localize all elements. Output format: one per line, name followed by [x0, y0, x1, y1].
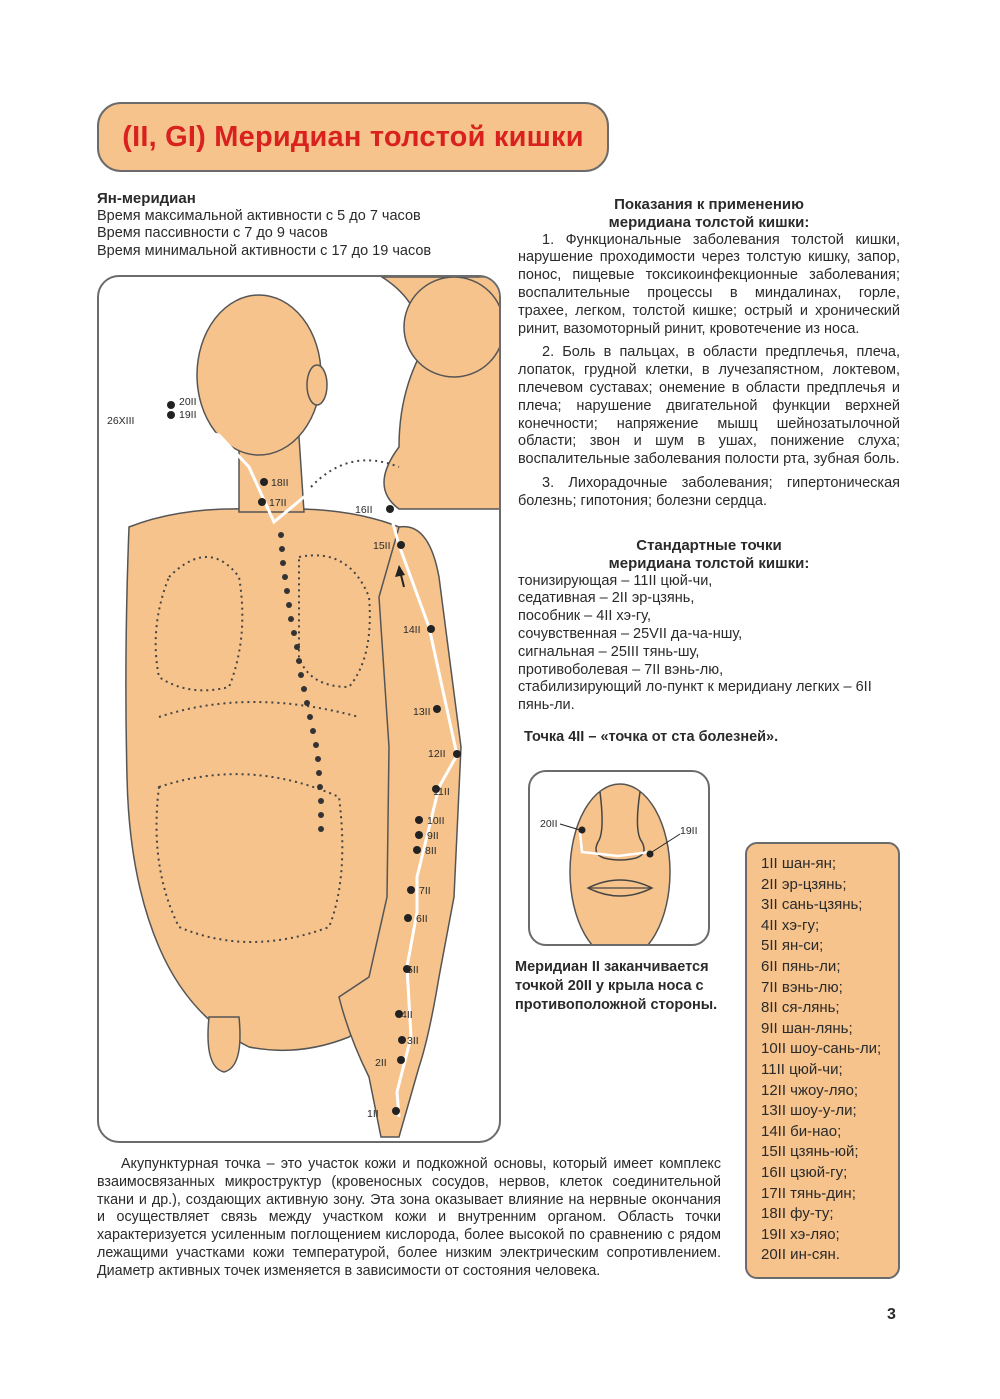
point-label-7: 7II	[419, 885, 431, 897]
indications-heading: Показания к применению	[614, 196, 804, 213]
point-name: 10II шоу-сань-ли;	[761, 1040, 882, 1058]
point-name: 13II шоу-у-ли;	[761, 1102, 857, 1120]
indication-paragraph: 1. Функциональные заболевания толстой кишки, нарушение проходимости через толстую кишку, запор, понос, пищевые токсикоинфекционные заболевания; воспалительные процессы в миндалинах, горле, трахее, легком, толстой кишке; острый и хронический ринит, вазомоторный ринит, кровотечение из носа.	[518, 231, 900, 337]
meridian-intro	[97, 190, 497, 260]
point-label-8: 8II	[425, 845, 437, 857]
point-label-2: 2II	[375, 1057, 387, 1069]
point-name: 1II шан-ян;	[761, 855, 837, 872]
face-inset	[528, 770, 710, 946]
point-name: 4II хэ-гу;	[761, 916, 820, 934]
point-name: 7II вэнь-лю;	[761, 978, 843, 996]
point-name: 12II чжоу-ляо;	[761, 1081, 859, 1099]
point-name: 9II шан-лянь;	[761, 1019, 853, 1037]
standard-point-line: сочувственная – 25VII да-ча-ншу,	[518, 625, 743, 642]
meridian-type: Ян-меридиан	[97, 190, 196, 207]
point-name: 16II цзюй-гу;	[761, 1163, 848, 1181]
point-label-20: 20II	[179, 396, 197, 408]
standard-points-heading-2: меридиана толстой кишки:	[608, 554, 810, 572]
definition-paragraph: Акупунктурная точка – это участок кожи и подкожной основы, который имеет комплекс взаимосвязанных микроструктур (кровеносных сосудов, нервов, клеток соединительной ткани и др.), создающих активную зону. Эта зона оказывает влияние на нервные окончания и осуществляет связь между участком кожи и внутренним органом. Область точки характеризуется усиленным поглощением кислорода, более высокой по сравнению с рядом лежащими участками кожи температурой, более низким электрическим сопротивлением. Диаметр активных точек изменяется в зависимости от состояния человека.	[97, 1156, 721, 1279]
indication-paragraph: 3. Лихорадочные заболевания; гипертоническая болезнь; гипотония; болезни сердца.	[518, 474, 900, 509]
point-label-4: 4II	[401, 1009, 413, 1021]
point-label-17: 17II	[269, 497, 287, 509]
page-number: 3	[887, 1306, 896, 1323]
point-name: 15II цзянь-юй;	[761, 1143, 859, 1161]
point-label-19: 19II	[179, 409, 197, 421]
point-label-9: 9II	[427, 830, 439, 842]
acupoint-definition	[97, 1156, 721, 1281]
standard-point-line: сигнальная – 25III тянь-шу,	[518, 643, 700, 660]
intro-line: Время минимальной активности с 17 до 19 часов	[97, 242, 432, 259]
standard-points-section	[518, 537, 900, 715]
point-name: 5II ян-си;	[761, 937, 824, 955]
indications-heading-2: меридиана толстой кишки:	[608, 213, 810, 231]
point-label-3: 3II	[407, 1035, 419, 1047]
point-label-16: 16II	[355, 504, 373, 516]
standard-point-line: тонизирующая – 11II цюй-чи,	[518, 572, 713, 589]
page-title: (II, GI) Меридиан толстой кишки	[122, 120, 584, 153]
standard-point-line: пянь-ли.	[518, 697, 575, 714]
intro-line: Время максимальной активности с 5 до 7 часов	[97, 207, 421, 224]
point-name: 6II пянь-ли;	[761, 957, 841, 975]
point-label-12: 12II	[428, 748, 446, 760]
point4-note: Точка 4II – «точка от ста болезней».	[524, 729, 779, 745]
point-label-18: 18II	[271, 477, 289, 489]
intro-line: Время пассивности с 7 до 9 часов	[97, 225, 328, 241]
point-label-14: 14II	[403, 624, 421, 636]
standard-point-line: седативная – 2II эр-цзянь,	[518, 590, 695, 607]
face-illustration	[530, 772, 710, 946]
point-name: 17II тянь-дин;	[761, 1184, 856, 1202]
point-label-15: 15II	[373, 540, 391, 552]
point-label-5: 5II	[407, 964, 419, 976]
point-label-1: 1II	[367, 1108, 379, 1120]
standard-point-line: стабилизирующий ло-пункт к меридиану легких – 6II	[518, 679, 872, 696]
body-figure	[97, 275, 501, 1143]
body-illustration	[99, 277, 501, 1143]
point-name: 2II эр-цзянь;	[761, 875, 847, 893]
standard-point-line: противоболевая – 7II вэнь-лю,	[518, 661, 724, 678]
point-name: 11II цюй-чи;	[761, 1060, 843, 1078]
point-name: 20II ин-сян.	[761, 1246, 840, 1264]
standard-point-line: пособник – 4II хэ-гу,	[518, 608, 652, 625]
indications-section	[518, 196, 900, 517]
point-label-26xiii: 26XIII	[107, 415, 135, 427]
face-label-20: 20II	[540, 818, 558, 830]
point-name: 14II би-нао;	[761, 1122, 842, 1140]
point-names-box	[745, 842, 900, 1279]
point-name: 18II фу-ту;	[761, 1205, 834, 1223]
point-name: 8II ся-лянь;	[761, 999, 840, 1017]
point-label-10: 10II	[427, 815, 445, 827]
title-banner	[97, 102, 609, 172]
point-label-11: 11II	[433, 786, 450, 798]
point-name: 19II хэ-ляо;	[761, 1225, 840, 1243]
point-name: 3II сань-цзянь;	[761, 896, 863, 914]
meridian-end-note: Меридиан II заканчивается точкой 20II у крыла носа с противоположной стороны.	[515, 959, 718, 1013]
indication-paragraph: 2. Боль в пальцах, в области предплечья, плеча, лопаток, грудной клетки, в лучезапястном, локтевом, плечевом суставах; онемение в области предплечья и плеча; нарушение двигательной функции верхней конечности; напряжение мышц шейнозатылочной области; звон и шум в ушах, понижение слуха; воспалительные заболевания полости рта, зубная боль.	[518, 344, 900, 468]
standard-points-heading: Стандартные точки	[636, 537, 782, 554]
point-label-6: 6II	[416, 913, 428, 925]
face-label-19: 19II	[680, 825, 698, 837]
point-label-13: 13II	[413, 706, 431, 718]
